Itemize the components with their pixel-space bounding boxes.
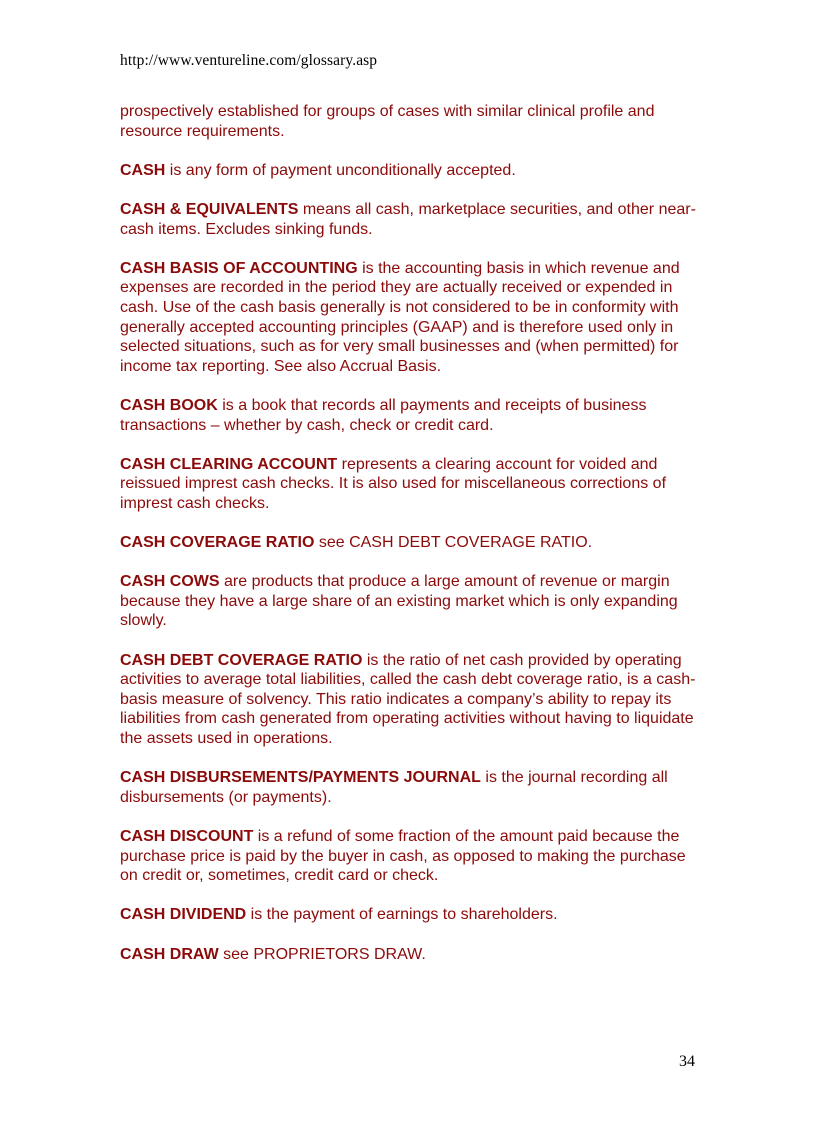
glossary-definition: is the accounting basis in which revenue and expenses are recorded in the period they are actually received or expended in cash. Use of the cash basis generally is not considered to be in conformity with generally accepted accounting principles (GAAP) and is therefore used only in selected situations, such as for very small businesses and (when permitted) for income tax reporting. See also Accrual Basis. xyxy=(120,259,680,375)
glossary-content xyxy=(120,102,705,984)
glossary-term: CASH DIVIDEND xyxy=(120,906,247,924)
glossary-entry-cash-discount xyxy=(120,827,705,886)
glossary-definition: see CASH DEBT COVERAGE RATIO. xyxy=(314,534,593,552)
glossary-entry-cash-book xyxy=(120,396,705,435)
glossary-term: CASH CLEARING ACCOUNT xyxy=(120,455,338,473)
glossary-term: CASH & EQUIVALENTS xyxy=(120,200,299,218)
glossary-entry-cash-basis-of-accounting xyxy=(120,259,705,377)
glossary-definition: is the journal recording all disbursements (or payments). xyxy=(120,769,668,806)
glossary-term: CASH BASIS OF ACCOUNTING xyxy=(120,259,358,277)
glossary-entry-cash xyxy=(120,161,705,181)
glossary-term: CASH DEBT COVERAGE RATIO xyxy=(120,651,363,669)
glossary-entry-cash-coverage-ratio xyxy=(120,533,705,553)
glossary-entry-cash-disbursements-payments-journal xyxy=(120,768,705,807)
glossary-term: CASH DISBURSEMENTS/PAYMENTS JOURNAL xyxy=(120,769,481,787)
glossary-term: CASH COVERAGE RATIO xyxy=(120,534,315,552)
intro-paragraph: prospectively established for groups of cases with similar clinical profile and resource requirements. xyxy=(120,103,655,140)
glossary-definition: is a refund of some fraction of the amount paid because the purchase price is paid by the buyer in cash, as opposed to making the purchase on credit or, sometimes, credit card or check. xyxy=(120,827,686,885)
page-number: 34 xyxy=(679,1053,695,1070)
glossary-term: CASH DISCOUNT xyxy=(120,827,254,845)
glossary-entry-cash-debt-coverage-ratio xyxy=(120,651,705,749)
glossary-entry-cash-equivalents xyxy=(120,200,705,239)
glossary-definition: is the ratio of net cash provided by operating activities to average total liabilities, called the cash debt coverage ratio, is a cash-basis measure of solvency. This ratio indicates a company’s ability to repay its liabilities from cash generated from operating activities without having to liquidate the assets used in operations. xyxy=(120,651,696,747)
glossary-term: CASH xyxy=(120,161,166,179)
glossary-entry-cash-cows xyxy=(120,572,705,631)
glossary-term: CASH COWS xyxy=(120,573,220,591)
glossary-entry-cash-draw xyxy=(120,945,705,965)
page-header-url: http://www.ventureline.com/glossary.asp xyxy=(120,52,378,69)
glossary-definition: is a book that records all payments and receipts of business transactions – whether by cash, check or credit card. xyxy=(120,396,647,434)
glossary-term: CASH DRAW xyxy=(120,945,219,963)
glossary-definition: is any form of payment unconditionally accepted. xyxy=(165,161,516,179)
glossary-definition: represents a clearing account for voided and reissued imprest cash checks. It is also used for miscellaneous corrections of imprest cash checks. xyxy=(120,455,667,512)
glossary-entry-cash-dividend xyxy=(120,905,705,925)
glossary-definition: see PROPRIETORS DRAW. xyxy=(218,945,426,963)
glossary-definition: means all cash, marketplace securities, and other near-cash items. Excludes sinking funds. xyxy=(120,200,696,238)
glossary-definition: is the payment of earnings to shareholders. xyxy=(246,906,558,924)
glossary-term: CASH BOOK xyxy=(120,396,218,414)
glossary-entry-cash-clearing-account xyxy=(120,455,705,514)
glossary-definition: are products that produce a large amount of revenue or margin because they have a large share of an existing market which is only expanding slowly. xyxy=(120,573,678,630)
